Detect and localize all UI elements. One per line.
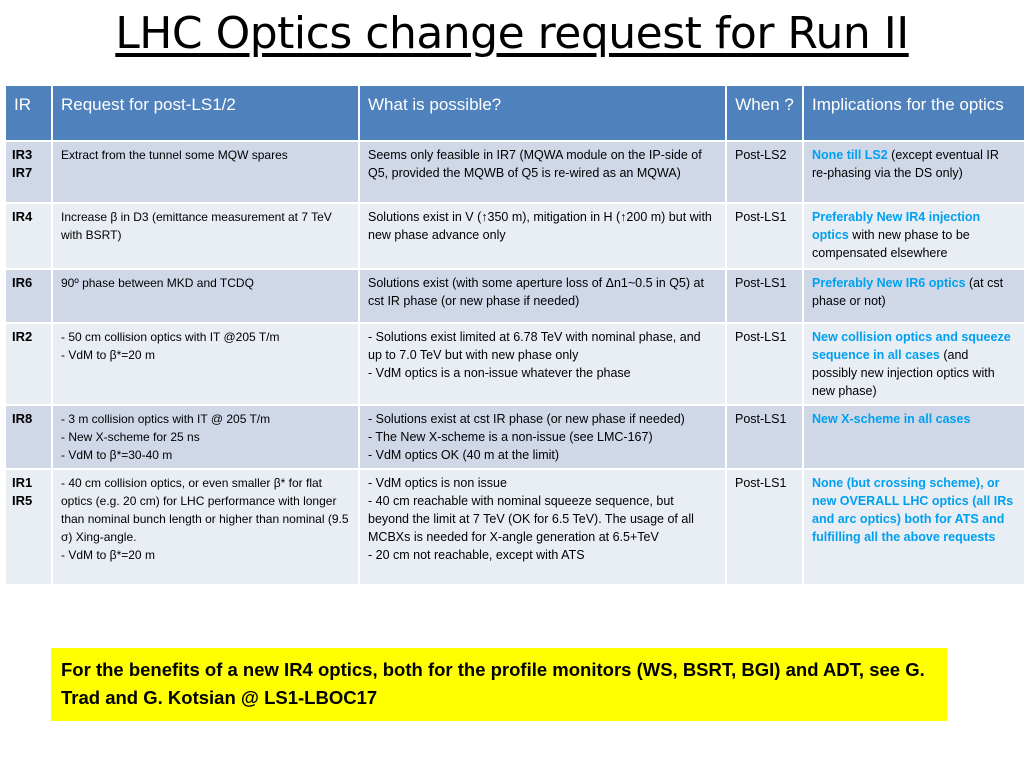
implication-text: (and possibly new injection optics with new phase) bbox=[812, 348, 995, 398]
cell-implications bbox=[803, 469, 1024, 585]
implication-highlight: None till LS2 bbox=[812, 148, 888, 162]
cell-request bbox=[52, 269, 359, 323]
cell-ir bbox=[5, 323, 52, 405]
implication-highlight: Preferably New IR6 optics bbox=[812, 276, 966, 290]
cell-request-line: 90º phase between MKD and TCDQ bbox=[61, 276, 254, 290]
cell-possible-line: - VdM optics is a non-issue whatever the phase bbox=[368, 366, 631, 380]
cell-possible-line: - Solutions exist limited at 6.78 TeV with nominal phase, and up to 7.0 TeV but with new phase only bbox=[368, 330, 701, 362]
cell-ir-line: IR4 bbox=[12, 209, 33, 224]
cell-possible-line: - Solutions exist at cst IR phase (or new phase if needed) bbox=[368, 412, 685, 426]
benefits-note: For the benefits of a new IR4 optics, both for the profile monitors (WS, BSRT, BGI) and ADT, see G. Trad and G. Kotsian @ LS1-LBOC17 bbox=[51, 648, 947, 721]
cell-ir bbox=[5, 269, 52, 323]
optics-request-table bbox=[4, 84, 1024, 586]
cell-ir bbox=[5, 469, 52, 585]
cell-when: Post-LS2 bbox=[726, 141, 803, 203]
cell-implications bbox=[803, 203, 1024, 269]
cell-request-line: Increase β in D3 (emittance measurement at 7 TeV with BSRT) bbox=[61, 210, 332, 242]
cell-possible bbox=[359, 203, 726, 269]
cell-request-line: - New X-scheme for 25 ns bbox=[61, 430, 200, 444]
cell-ir-line: IR2 bbox=[12, 329, 33, 344]
table-row bbox=[5, 203, 1024, 269]
page-title: LHC Optics change request for Run II bbox=[115, 8, 909, 59]
header-possible: What is possible? bbox=[359, 85, 726, 141]
table-row bbox=[5, 141, 1024, 203]
cell-ir-line: IR8 bbox=[12, 411, 33, 426]
cell-when: Post-LS1 bbox=[726, 323, 803, 405]
cell-ir bbox=[5, 141, 52, 203]
cell-possible bbox=[359, 269, 726, 323]
table-row bbox=[5, 323, 1024, 405]
cell-request bbox=[52, 405, 359, 469]
cell-request-line: - 40 cm collision optics, or even smaller β* for flat optics (e.g. 20 cm) for LHC performance with longer than nominal bunch length or higher than nominal (9.5 σ) Xing-angle. bbox=[61, 476, 349, 544]
cell-when: Post-LS1 bbox=[726, 469, 803, 585]
implication-highlight: None (but crossing scheme), or new OVERALL LHC optics (all IRs and arc optics) both for ATS and fulfilling all the above requests bbox=[812, 476, 1014, 544]
cell-request-line: Extract from the tunnel some MQW spares bbox=[61, 148, 288, 162]
header-implications: Implications for the optics bbox=[803, 85, 1024, 141]
cell-request-line: - VdM to β*=30-40 m bbox=[61, 448, 173, 462]
cell-implications bbox=[803, 405, 1024, 469]
cell-request-line: - 3 m collision optics with IT @ 205 T/m bbox=[61, 412, 271, 426]
cell-possible bbox=[359, 405, 726, 469]
cell-implications bbox=[803, 269, 1024, 323]
cell-ir-line: IR7 bbox=[12, 165, 33, 180]
cell-ir-line: IR5 bbox=[12, 493, 33, 508]
cell-ir-line: IR3 bbox=[12, 147, 33, 162]
cell-request bbox=[52, 203, 359, 269]
cell-possible-line: - VdM optics OK (40 m at the limit) bbox=[368, 448, 560, 462]
table-row bbox=[5, 469, 1024, 585]
cell-ir-line: IR6 bbox=[12, 275, 33, 290]
cell-possible-line: Seems only feasible in IR7 (MQWA module on the IP-side of Q5, provided the MQWB of Q5 is re-wired as an MQWA) bbox=[368, 148, 702, 180]
implication-text: (at cst phase or not) bbox=[812, 276, 1004, 308]
cell-possible-line: - The New X-scheme is a non-issue (see LMC-167) bbox=[368, 430, 653, 444]
cell-possible bbox=[359, 323, 726, 405]
cell-request bbox=[52, 141, 359, 203]
implication-highlight: New X-scheme in all cases bbox=[812, 412, 971, 426]
cell-possible-line: Solutions exist (with some aperture loss of Δn1~0.5 in Q5) at cst IR phase (or new phase if needed) bbox=[368, 276, 704, 308]
cell-ir bbox=[5, 405, 52, 469]
cell-possible bbox=[359, 141, 726, 203]
cell-request-line: - VdM to β*=20 m bbox=[61, 348, 155, 362]
table-row bbox=[5, 405, 1024, 469]
table-header-row bbox=[5, 85, 1024, 141]
cell-request bbox=[52, 323, 359, 405]
cell-ir bbox=[5, 203, 52, 269]
cell-implications bbox=[803, 141, 1024, 203]
cell-possible bbox=[359, 469, 726, 585]
cell-possible-line: - VdM optics is non issue bbox=[368, 476, 507, 490]
cell-possible-line: - 40 cm reachable with nominal squeeze sequence, but beyond the limit at 7 TeV (OK for 6.5 TeV). The usage of all MCBXs is needed for X-angle generation at 6.5+TeV bbox=[368, 494, 694, 544]
cell-ir-line: IR1 bbox=[12, 475, 33, 490]
cell-request-line: - 50 cm collision optics with IT @205 T/m bbox=[61, 330, 280, 344]
cell-possible-line: Solutions exist in V (↑350 m), mitigation in H (↑200 m) but with new phase advance only bbox=[368, 210, 712, 242]
table-row bbox=[5, 269, 1024, 323]
header-ir: IR bbox=[5, 85, 52, 141]
implication-highlight: New collision optics and squeeze sequence in all cases bbox=[812, 330, 1011, 362]
implication-text: (except eventual IR re-phasing via the DS only) bbox=[812, 148, 999, 180]
cell-possible-line: - 20 cm not reachable, except with ATS bbox=[368, 548, 585, 562]
implication-text: with new phase to be compensated elsewhere bbox=[812, 228, 970, 260]
header-when: When ? bbox=[726, 85, 803, 141]
cell-request-line: - VdM to β*=20 m bbox=[61, 548, 155, 562]
cell-when: Post-LS1 bbox=[726, 405, 803, 469]
cell-implications bbox=[803, 323, 1024, 405]
cell-request bbox=[52, 469, 359, 585]
header-request: Request for post-LS1/2 bbox=[52, 85, 359, 141]
table-body bbox=[5, 141, 1024, 585]
implication-highlight: Preferably New IR4 injection optics bbox=[812, 210, 981, 242]
cell-when: Post-LS1 bbox=[726, 203, 803, 269]
cell-when: Post-LS1 bbox=[726, 269, 803, 323]
